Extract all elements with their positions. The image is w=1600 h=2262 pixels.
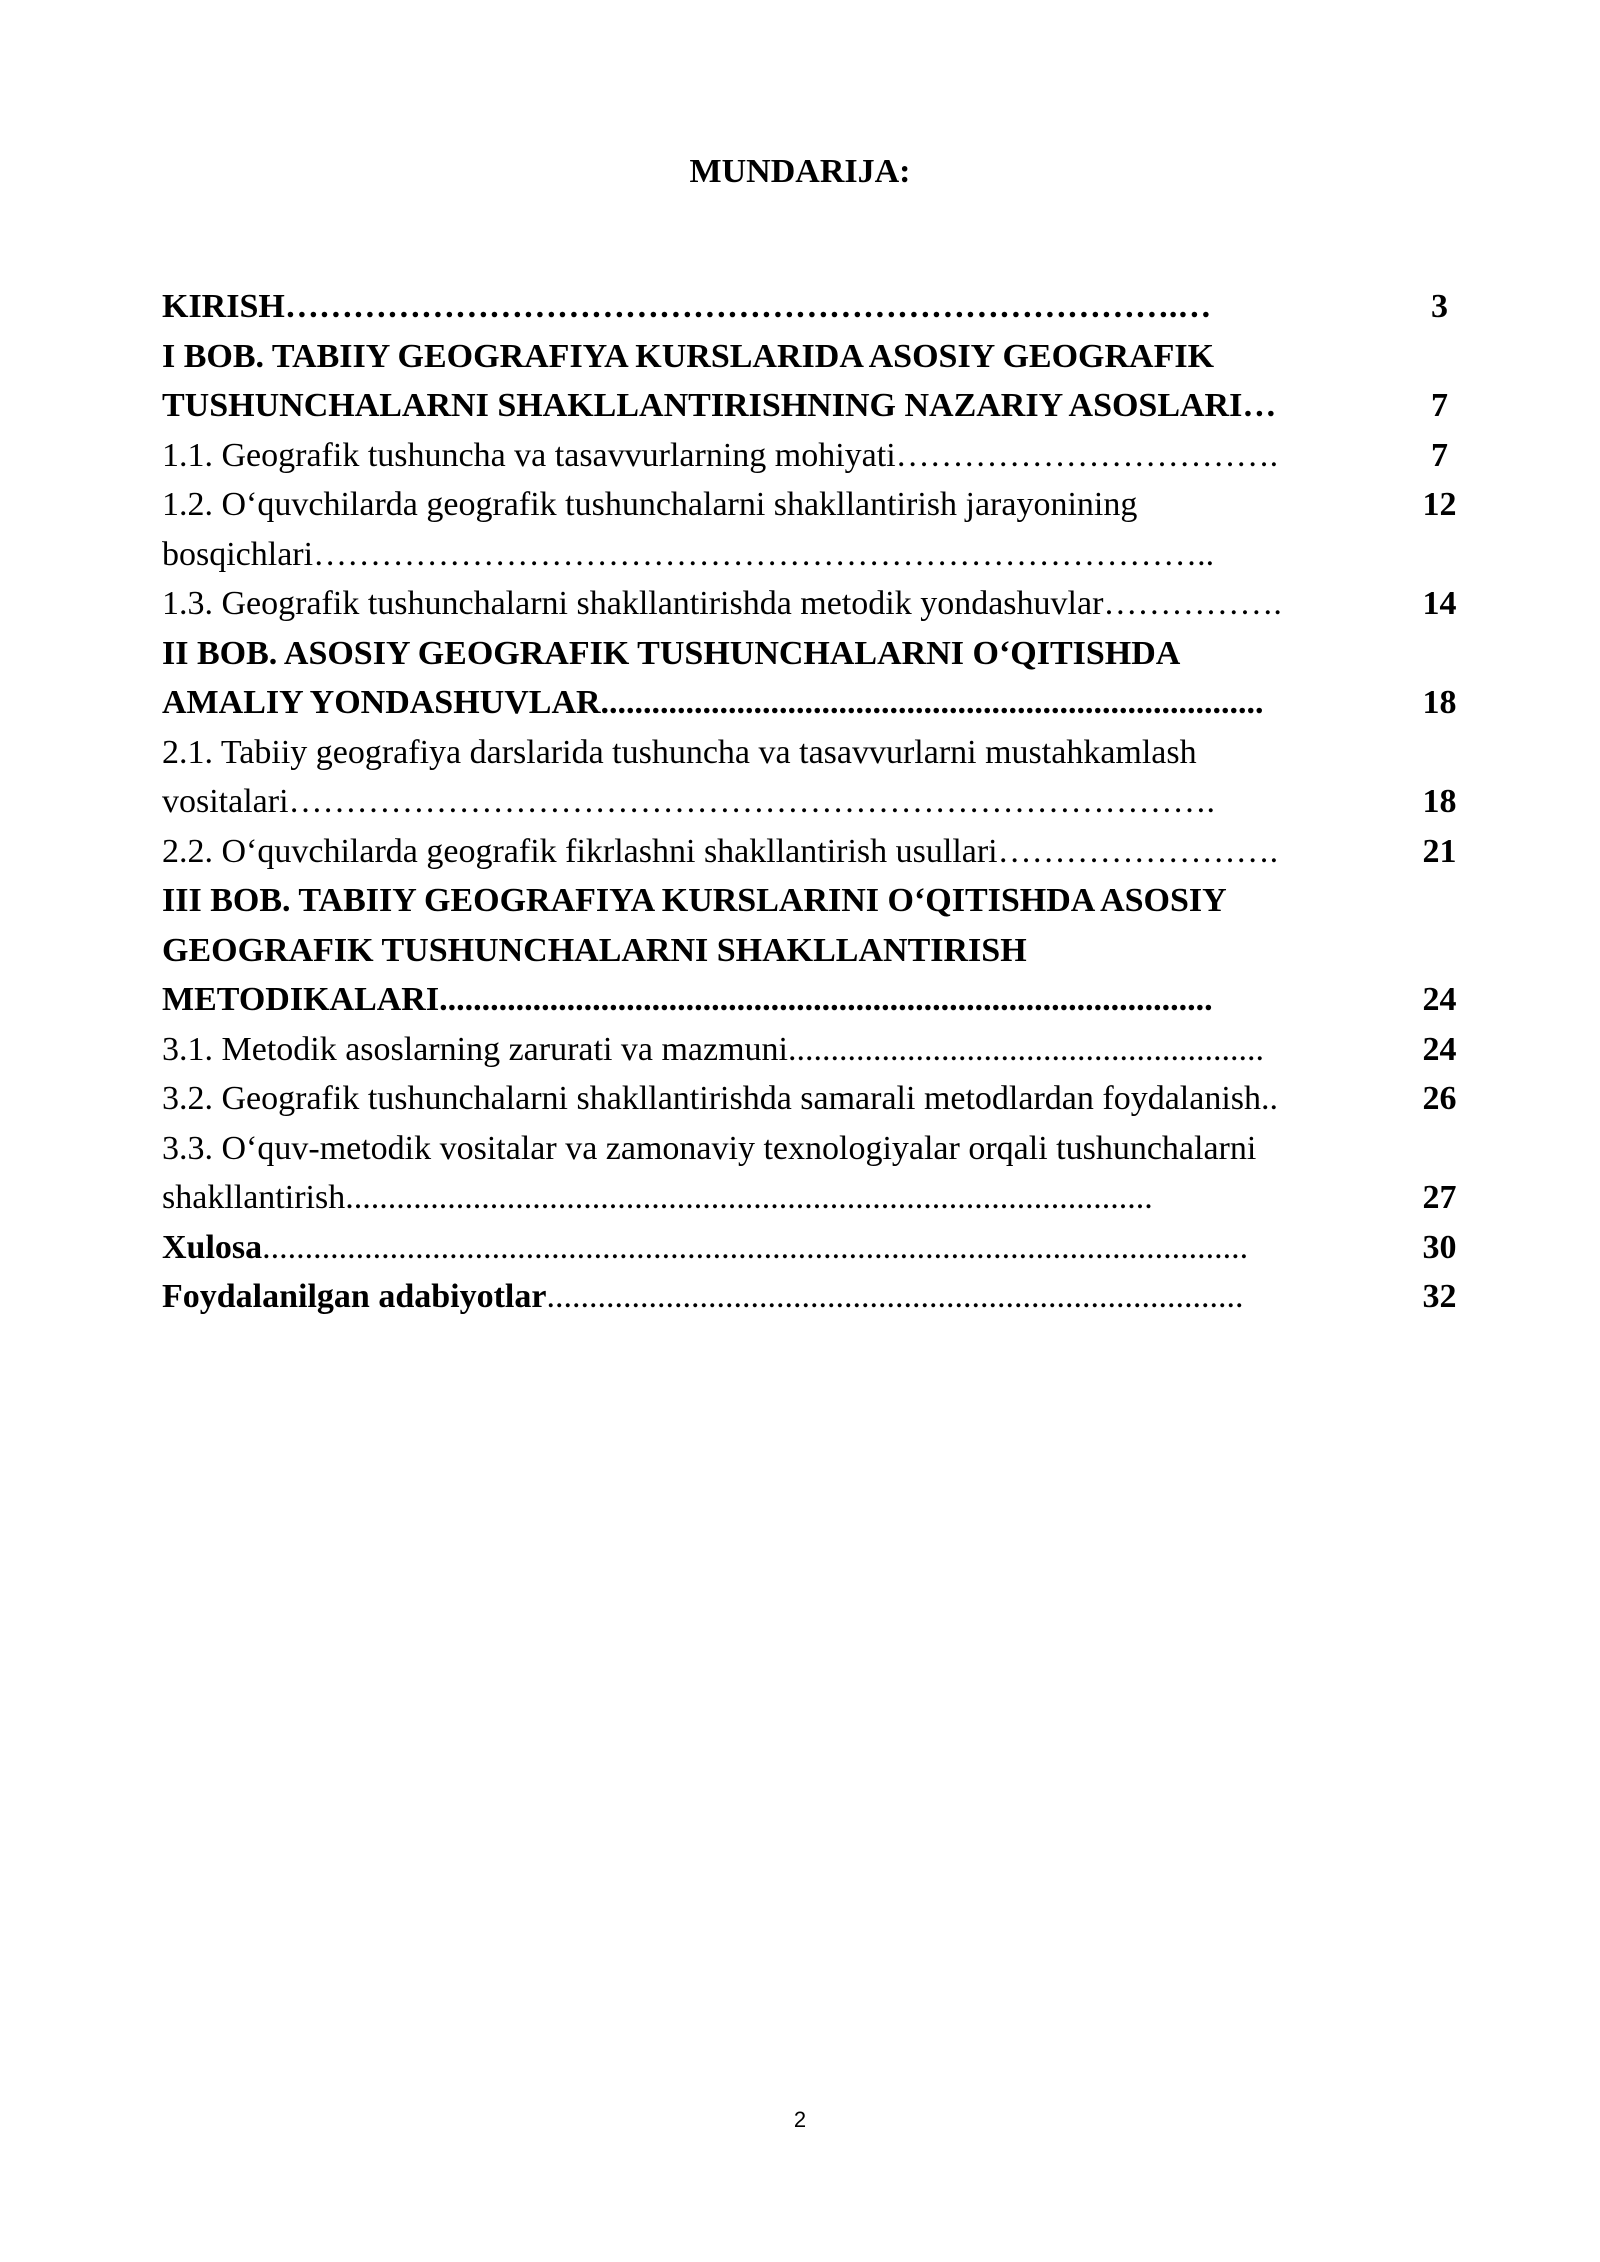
toc-entry-leader: .................................................................................. [546,1278,1244,1315]
toc-entry-page: 7 [1431,436,1448,474]
toc-entry-section-1-1 [162,431,1482,481]
toc-entry-text: II BOB. ASOSIY GEOGRAFIK TUSHUNCHALARNI O‘QITISHDA AMALIY YONDASHUVLAR.............................................................................. [162,634,1264,721]
toc-entry-bold-text: Xulosa [162,1228,263,1266]
toc-entry-page: 7 [1431,387,1448,424]
toc-entry-text [162,1272,1397,1322]
toc-entry-page: 30 [1422,1228,1457,1266]
toc-entry-page: 14 [1422,585,1457,622]
toc-entry-page: 12 [1422,486,1457,523]
toc-entry-section-3-3 [162,1124,1482,1223]
toc-entry-text: 3.3. O‘quv-metodik vositalar va zamonaviy texnologiyalar orqali tushunchalarni shakllantirish............................................................................................... [162,1129,1257,1216]
toc-entry-section-2-1 [162,728,1482,827]
toc-entry-bold-text: Foydalanilgan adabiyotlar [162,1278,547,1315]
toc-entry-text: KIRISH…………………………………………………………………….… [162,288,1212,325]
toc-entry-chapter-3 [162,876,1482,1025]
toc-entry-text: 3.1. Metodik asoslarning zarurati va mazmuni........................................................ [162,1030,1264,1068]
toc-entry-text: 1.1. Geografik tushuncha va tasavvurlarning mohiyati……………………………. [162,436,1279,474]
toc-entry-page: 27 [1422,1179,1457,1216]
toc-entry-text: 1.3. Geografik tushunchalarni shakllantirishda metodik yondashuvlar……………. [162,585,1282,622]
toc-entry-text: III BOB. TABIIY GEOGRAFIYA KURSLARINI O‘QITISHDA ASOSIY GEOGRAFIK TUSHUNCHALARNI SHAKLLANTIRISH METODIKALARI........................................................................................... [162,882,1227,1018]
table-of-contents [162,282,1482,1322]
toc-entry-section-3-2 [162,1074,1482,1124]
toc-entry-chapter-1 [162,332,1482,431]
toc-entry-page: 21 [1422,832,1457,870]
toc-entry-text [162,1223,1397,1273]
toc-entry-page: 18 [1422,684,1457,721]
page-number: 2 [793,2107,807,2132]
toc-entry-page: 3 [1431,288,1448,325]
toc-entry-kirish [162,282,1482,332]
toc-entry-xulosa [162,1223,1482,1273]
toc-entry-section-1-3 [162,579,1482,629]
toc-entry-text: 1.2. O‘quvchilarda geografik tushunchalarni shakllantirish jarayonining bosqichlari…………………………………………………………………….. [162,486,1215,573]
toc-entry-adabiyotlar [162,1272,1482,1322]
toc-entry-page: 26 [1422,1080,1457,1117]
toc-entry-page: 24 [1422,981,1457,1018]
toc-entry-text: 3.2. Geografik tushunchalarni shakllantirishda samarali metodlardan foydalanish.. [162,1080,1279,1117]
toc-entry-section-2-2 [162,827,1482,877]
toc-entry-text: I BOB. TABIIY GEOGRAFIYA KURSLARIDA ASOSIY GEOGRAFIK TUSHUNCHALARNI SHAKLLANTIRISHNING NAZARIY ASOSLARI… [162,337,1277,424]
toc-entry-section-1-2 [162,480,1482,579]
toc-entry-text: 2.1. Tabiiy geografiya darslarida tushuncha va tasavvurlarni mustahkamlash vositalari………………………………………………………………………. [162,733,1216,820]
toc-entry-page: 18 [1422,783,1457,820]
toc-entry-section-3-1 [162,1025,1482,1075]
toc-entry-page: 32 [1422,1278,1457,1315]
toc-entry-text: 2.2. O‘quvchilarda geografik fikrlashni shakllantirish usullari……………………. [162,832,1279,870]
toc-entry-page: 24 [1422,1030,1457,1068]
page-title: MUNDARIJA: [689,153,911,190]
toc-entry-leader: .................................................................................................................... [262,1228,1249,1266]
toc-entry-chapter-2 [162,629,1482,728]
